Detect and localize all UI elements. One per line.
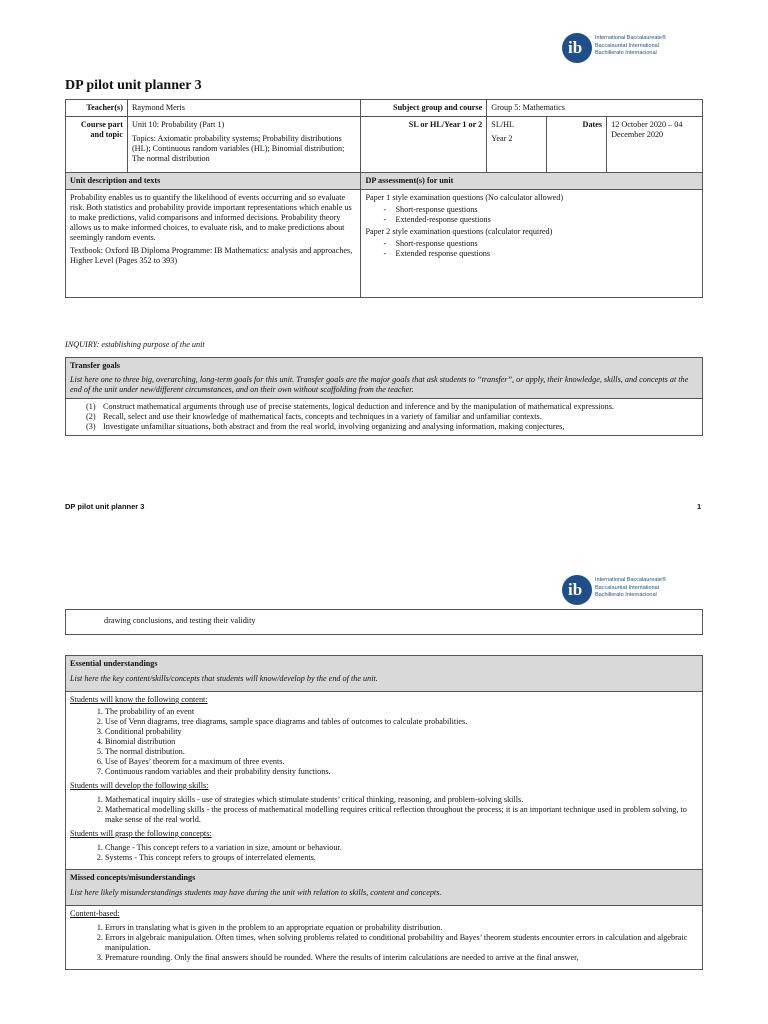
concepts-list: [70, 843, 698, 863]
ib-logo-mark: ib: [568, 38, 583, 57]
teacher-label: Teacher(s): [66, 100, 128, 117]
list-item: - Extended response questions: [395, 249, 698, 259]
unit-info-table: [65, 99, 703, 298]
ib-logo-line1: International Baccalaureate®: [595, 577, 667, 583]
ib-logo-text: [595, 35, 685, 58]
list-item: 3. Premature rounding. Only the final answers should be rounded. Where the results of interim calculations are needed to arrive at the final answer,: [105, 953, 698, 963]
list-item: 1. Mathematical inquiry skills - use of strategies which stimulate students’ critical thinking, reasoning, and problem-solving skills.: [105, 795, 698, 805]
goal-number: (1): [86, 402, 96, 411]
list-item: 2. Errors in algebraic manipulation. Often times, when solving problems related to conditional probability and Bayes’ theorem students encounter errors in calculation and algebraic manipulation.: [105, 933, 698, 953]
transfer-goals-cell: [66, 399, 703, 436]
course-value: Unit 10: Probability (Part 1): [131, 120, 225, 129]
unit-desc-label: Unit description and texts: [66, 173, 361, 190]
ib-logo-mark: ib: [568, 580, 583, 599]
list-item: - Short-response questions: [395, 205, 698, 215]
paper2-list: [365, 239, 698, 259]
list-item: 2. Mathematical modelling skills - the process of mathematical modelling requires critical reflection throughout the process; it is an important technique used in problem solving, to make sense of the real world.: [105, 805, 698, 825]
skills-heading: Students will develop the following skills:: [70, 781, 209, 790]
ib-logo-line3: Bachillerato Internacional: [595, 50, 657, 56]
dates-value: 12 October 2020 – 04 December 2020: [607, 117, 703, 173]
list-item: - Short-response questions: [395, 239, 698, 249]
goal-text: Construct mathematical arguments through use of precise statements, logical deduction and inference and by the manipulation of mathematical expressions.: [103, 402, 614, 411]
know-heading: Students will know the following content:: [70, 695, 208, 704]
footer-title: DP pilot unit planner 3: [65, 502, 145, 511]
missed-header: [66, 870, 703, 906]
essential-body: [66, 692, 703, 870]
continuation-text: drawing conclusions, and testing their validity: [104, 616, 256, 625]
list-item: 5. The normal distribution.: [105, 747, 698, 757]
sl-cell: [487, 117, 547, 173]
missed-intro: List here likely misunderstandings students may have during the unit with relation to skills, content and concepts.: [70, 888, 442, 897]
ib-logo-line1: International Baccalaureate®: [595, 35, 667, 41]
ib-logo-text: [595, 577, 685, 600]
concepts-heading: Students will grasp the following concepts:: [70, 829, 212, 838]
transfer-goals-table: [65, 357, 703, 436]
paper1-text: Paper 1 style examination questions (No calculator allowed): [365, 193, 564, 202]
content-list: [70, 923, 698, 963]
transfer-header: [66, 358, 703, 399]
transfer-intro: List here one to three big, overarching, long-term goals for this unit. Transfer goals are the major goals that ask students to “transfer”, or apply, their knowledge, skills, and concepts at the end of the unit under new/different circumstances, and on their own without scaffolding from the teacher.: [70, 375, 689, 394]
goal-number: (3): [86, 422, 96, 431]
transfer-label: Transfer goals: [70, 361, 120, 370]
sl-value: SL/HL: [491, 120, 515, 129]
know-list: [70, 707, 698, 777]
goal-number: (2): [86, 412, 96, 421]
course-topics: Topics: Axiomatic probability systems; Probability distributions (HL); Continuous random variables (HL); Binomial distribution; The normal distribution: [131, 134, 345, 163]
dates-label: Dates: [547, 117, 607, 173]
course-cell: [127, 117, 361, 173]
ib-logo-line2: Baccalauréat International: [595, 584, 659, 591]
missed-label: Missed concepts/misunderstandings: [70, 873, 196, 882]
list-item: - Extended-response questions: [395, 215, 698, 225]
paper2-text: Paper 2 style examination questions (calculator required): [365, 227, 553, 236]
course-label: Course part and topic: [66, 117, 128, 173]
footer-page-number: 1: [697, 502, 702, 511]
content-heading: Content-based:: [70, 909, 120, 918]
goal-text: Investigate unfamiliar situations, both abstract and from the real world, involving organizing and analysing information, making conjectures,: [103, 422, 565, 431]
unit-desc-cell: [66, 190, 361, 298]
missed-body: [66, 906, 703, 970]
essential-label: Essential understandings: [70, 659, 158, 668]
list-item: 3. Conditional probability: [105, 727, 698, 737]
list-item: 2. Use of Venn diagrams, tree diagrams, sample space diagrams and tables of outcomes to calculate probabilities.: [105, 717, 698, 727]
subject-value: Group 5: Mathematics: [487, 100, 703, 117]
list-item: [86, 412, 698, 422]
essential-intro: List here the key content/skills/concepts that students will know/develop by the end of the unit.: [70, 674, 378, 683]
list-item: 6. Use of Bayes’ theorem for a maximum of three events.: [105, 757, 698, 767]
inquiry-heading: INQUIRY: establishing purpose of the unit: [65, 340, 205, 349]
page-title: DP pilot unit planner 3: [65, 78, 202, 93]
assess-label: DP assessment(s) for unit: [361, 173, 703, 190]
list-item: [86, 422, 698, 432]
list-item: 7. Continuous random variables and their probability density functions.: [105, 767, 698, 777]
ib-logo-line3: Bachillerato Internacional: [595, 592, 657, 598]
year-value: Year 2: [491, 134, 513, 143]
textbook-text: Textbook: Oxford IB Diploma Programme: IB Mathematics: analysis and approaches, Higher Level (Pages 352 to 393): [70, 246, 353, 265]
ib-logo-line2: Baccalauréat International: [595, 42, 659, 49]
goal-text: Recall, select and use their knowledge of mathematical facts, concepts and techniques in a variety of familiar and unfamiliar contexts.: [103, 412, 542, 421]
skills-list: [70, 795, 698, 825]
subject-label: Subject group and course: [361, 100, 487, 117]
list-item: 2. Systems - This concept refers to groups of interrelated elements.: [105, 853, 698, 863]
paper1-list: [365, 205, 698, 225]
list-item: 1. Change - This concept refers to a variation in size, amount or behaviour.: [105, 843, 698, 853]
list-item: [86, 402, 698, 412]
list-item: 4. Binomial distribution: [105, 737, 698, 747]
assess-cell: [361, 190, 703, 298]
list-item: 1. The probability of an event: [105, 707, 698, 717]
unit-desc-text: Probability enables us to quantify the likelihood of events occurring and so evaluate risk. Both statistics and probability provide important representations which enable us to make predictions, valid comparisons and informed decisions. Probability theory allows us to make informed choices, to evaluate risk, and to make predictions about seemingly random events.: [70, 193, 352, 242]
ib-logo-page2: [562, 575, 682, 611]
teacher-value: Raymond Meris: [127, 100, 361, 117]
essential-table: [65, 655, 703, 970]
continuation-box: [65, 609, 703, 635]
essential-header: [66, 656, 703, 692]
ib-logo: [562, 33, 682, 69]
list-item: 1. Errors in translating what is given in the problem to an appropriate equation or probability distribution.: [105, 923, 698, 933]
sl-label: SL or HL/Year 1 or 2: [361, 117, 487, 173]
